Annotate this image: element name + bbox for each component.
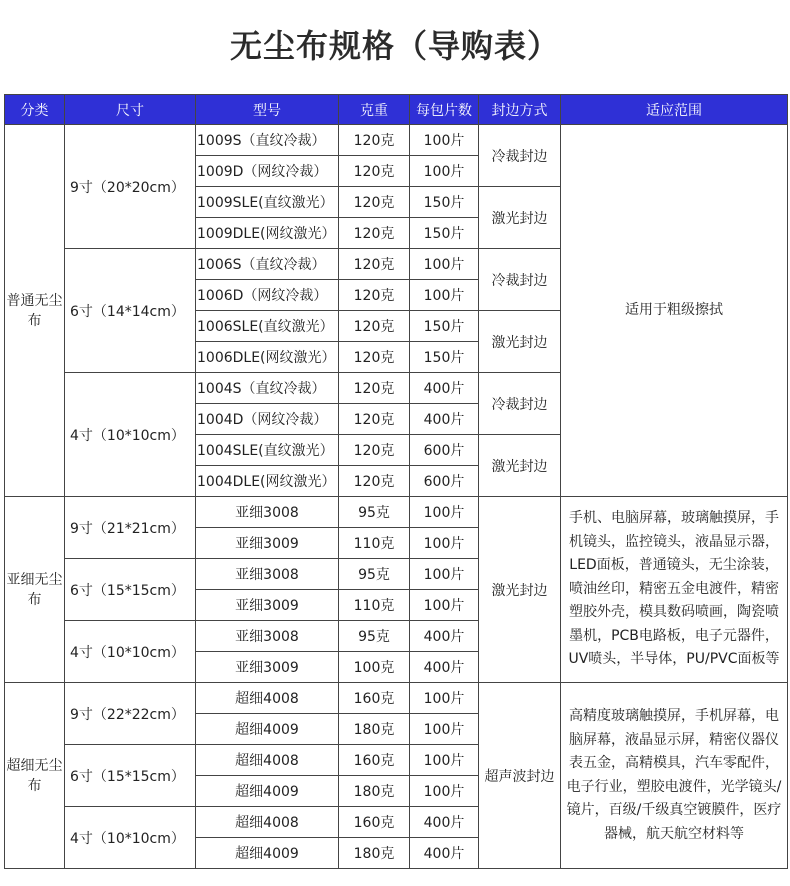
edge-cell: 冷裁封边 bbox=[479, 125, 561, 187]
model-cell: 超细4008 bbox=[196, 683, 339, 714]
model-cell: 超细4009 bbox=[196, 776, 339, 807]
header-model: 型号 bbox=[196, 95, 339, 125]
count-cell: 150片 bbox=[410, 311, 479, 342]
weight-cell: 120克 bbox=[339, 404, 410, 435]
model-cell: 1006SLE(直纹激光） bbox=[196, 311, 339, 342]
model-cell: 超细4009 bbox=[196, 838, 339, 869]
count-cell: 150片 bbox=[410, 342, 479, 373]
model-cell: 1009S（直纹冷裁） bbox=[196, 125, 339, 156]
weight-cell: 180克 bbox=[339, 776, 410, 807]
weight-cell: 120克 bbox=[339, 466, 410, 497]
model-cell: 亚细3008 bbox=[196, 497, 339, 528]
edge-cell: 冷裁封边 bbox=[479, 249, 561, 311]
count-cell: 400片 bbox=[410, 807, 479, 838]
table-row bbox=[5, 125, 788, 156]
model-cell: 1004D（网纹冷裁） bbox=[196, 404, 339, 435]
size-cell: 4寸（10*10cm） bbox=[65, 807, 196, 869]
application-cell: 适用于粗级擦拭 bbox=[561, 125, 788, 497]
count-cell: 400片 bbox=[410, 652, 479, 683]
size-cell: 6寸（15*15cm） bbox=[65, 559, 196, 621]
weight-cell: 120克 bbox=[339, 218, 410, 249]
weight-cell: 120克 bbox=[339, 280, 410, 311]
weight-cell: 160克 bbox=[339, 683, 410, 714]
size-cell: 4寸（10*10cm） bbox=[65, 373, 196, 497]
weight-cell: 160克 bbox=[339, 745, 410, 776]
edge-cell: 激光封边 bbox=[479, 435, 561, 497]
count-cell: 100片 bbox=[410, 745, 479, 776]
weight-cell: 110克 bbox=[339, 590, 410, 621]
weight-cell: 95克 bbox=[339, 497, 410, 528]
model-cell: 超细4008 bbox=[196, 807, 339, 838]
count-cell: 600片 bbox=[410, 466, 479, 497]
model-cell: 1004SLE(直纹激光） bbox=[196, 435, 339, 466]
size-cell: 9寸（21*21cm） bbox=[65, 497, 196, 559]
model-cell: 1009D（网纹冷裁） bbox=[196, 156, 339, 187]
page-title: 无尘布规格（导购表） bbox=[229, 27, 560, 65]
model-cell: 1004DLE(网纹激光） bbox=[196, 466, 339, 497]
header-application: 适应范围 bbox=[561, 95, 788, 125]
table-row bbox=[5, 497, 788, 528]
size-cell: 4寸（10*10cm） bbox=[65, 621, 196, 683]
application-cell: 高精度玻璃触摸屏，手机屏幕，电脑屏幕，液晶显示屏，精密仪器仪表五金，高精模具，汽车零配件，电子行业，塑胶电渡件，光学镜头/镜片，百级/千级真空镀膜件，医疗器械，航天航空材料等 bbox=[561, 683, 788, 869]
count-cell: 150片 bbox=[410, 187, 479, 218]
model-cell: 1006S（直纹冷裁） bbox=[196, 249, 339, 280]
model-cell: 1006DLE(网纹激光） bbox=[196, 342, 339, 373]
count-cell: 400片 bbox=[410, 838, 479, 869]
count-cell: 100片 bbox=[410, 280, 479, 311]
count-cell: 100片 bbox=[410, 125, 479, 156]
header-weight: 克重 bbox=[339, 95, 410, 125]
weight-cell: 120克 bbox=[339, 125, 410, 156]
model-cell: 亚细3008 bbox=[196, 559, 339, 590]
header-count: 每包片数 bbox=[410, 95, 479, 125]
edge-cell: 冷裁封边 bbox=[479, 373, 561, 435]
count-cell: 100片 bbox=[410, 497, 479, 528]
weight-cell: 120克 bbox=[339, 156, 410, 187]
model-cell: 亚细3009 bbox=[196, 528, 339, 559]
weight-cell: 120克 bbox=[339, 435, 410, 466]
header-category: 分类 bbox=[5, 95, 65, 125]
count-cell: 100片 bbox=[410, 683, 479, 714]
weight-cell: 160克 bbox=[339, 807, 410, 838]
count-cell: 100片 bbox=[410, 528, 479, 559]
weight-cell: 120克 bbox=[339, 187, 410, 218]
weight-cell: 110克 bbox=[339, 528, 410, 559]
model-cell: 1009DLE(网纹激光） bbox=[196, 218, 339, 249]
category-cell: 超细无尘布 bbox=[5, 683, 65, 869]
count-cell: 150片 bbox=[410, 218, 479, 249]
table-row bbox=[5, 683, 788, 714]
weight-cell: 180克 bbox=[339, 714, 410, 745]
count-cell: 100片 bbox=[410, 156, 479, 187]
model-cell: 亚细3009 bbox=[196, 652, 339, 683]
edge-cell: 激光封边 bbox=[479, 497, 561, 683]
edge-cell: 激光封边 bbox=[479, 187, 561, 249]
model-cell: 1009SLE(直纹激光） bbox=[196, 187, 339, 218]
count-cell: 400片 bbox=[410, 373, 479, 404]
count-cell: 600片 bbox=[410, 435, 479, 466]
size-cell: 9寸（20*20cm） bbox=[65, 125, 196, 249]
weight-cell: 120克 bbox=[339, 311, 410, 342]
header-edge: 封边方式 bbox=[479, 95, 561, 125]
header-row bbox=[5, 95, 788, 125]
count-cell: 100片 bbox=[410, 714, 479, 745]
category-cell: 亚细无尘布 bbox=[5, 497, 65, 683]
spec-table bbox=[4, 94, 788, 869]
weight-cell: 180克 bbox=[339, 838, 410, 869]
size-cell: 9寸（22*22cm） bbox=[65, 683, 196, 745]
header-size: 尺寸 bbox=[65, 95, 196, 125]
count-cell: 100片 bbox=[410, 249, 479, 280]
model-cell: 超细4008 bbox=[196, 745, 339, 776]
model-cell: 亚细3009 bbox=[196, 590, 339, 621]
size-cell: 6寸（14*14cm） bbox=[65, 249, 196, 373]
count-cell: 100片 bbox=[410, 590, 479, 621]
count-cell: 400片 bbox=[410, 621, 479, 652]
count-cell: 100片 bbox=[410, 559, 479, 590]
weight-cell: 120克 bbox=[339, 373, 410, 404]
weight-cell: 120克 bbox=[339, 249, 410, 280]
category-cell: 普通无尘布 bbox=[5, 125, 65, 497]
weight-cell: 120克 bbox=[339, 342, 410, 373]
weight-cell: 95克 bbox=[339, 621, 410, 652]
model-cell: 亚细3008 bbox=[196, 621, 339, 652]
model-cell: 1006D（网纹冷裁） bbox=[196, 280, 339, 311]
count-cell: 400片 bbox=[410, 404, 479, 435]
model-cell: 1004S（直纹冷裁） bbox=[196, 373, 339, 404]
weight-cell: 95克 bbox=[339, 559, 410, 590]
edge-cell: 激光封边 bbox=[479, 311, 561, 373]
application-cell: 手机、电脑屏幕，玻璃触摸屏，手机镜头，监控镜头，液晶显示器，LED面板，普通镜头，无尘涂装，喷油丝印，精密五金电渡件，精密塑胶外壳，模具数码喷画，陶瓷喷墨机，PCB电路板，电子元器件，UV喷头，半导体，PU/PVC面板等 bbox=[561, 497, 788, 683]
weight-cell: 100克 bbox=[339, 652, 410, 683]
model-cell: 超细4009 bbox=[196, 714, 339, 745]
count-cell: 100片 bbox=[410, 776, 479, 807]
edge-cell: 超声波封边 bbox=[479, 683, 561, 869]
size-cell: 6寸（15*15cm） bbox=[65, 745, 196, 807]
